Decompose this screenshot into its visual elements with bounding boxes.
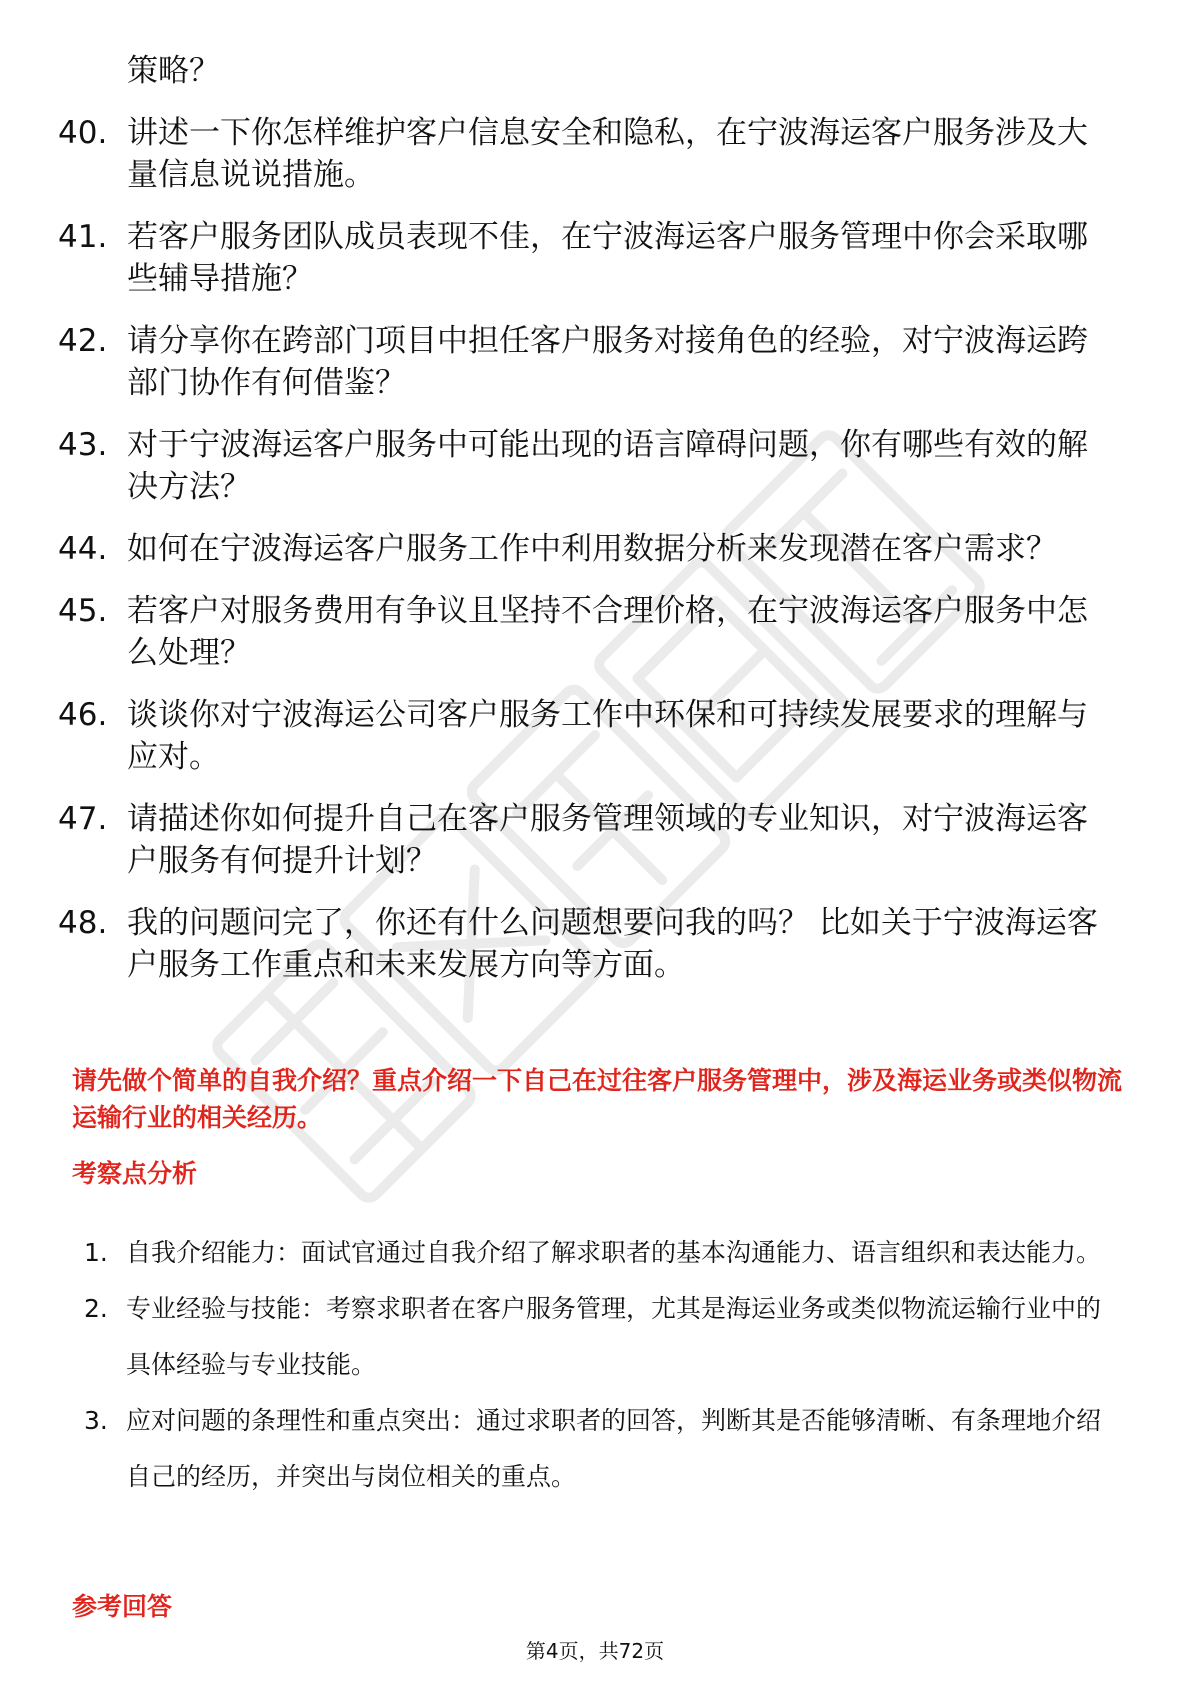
question-text: 对于宁波海运客户服务中可能出现的语言障碍问题，你有哪些有效的解决方法？ [127, 427, 1088, 505]
question-text: 讲述一下你怎样维护客户信息安全和隐私，在宁波海运客户服务涉及大量信息说说措施。 [127, 115, 1088, 193]
question-number: 45. [58, 593, 108, 629]
list-item [58, 528, 1118, 570]
list-item [58, 112, 1118, 196]
question-continuation-text: 策略？ [127, 53, 220, 89]
question-number: 47. [58, 801, 108, 837]
question-number: 48. [58, 905, 108, 941]
highlight-question: 请先做个简单的自我介绍？重点介绍一下自己在过往客户服务管理中，涉及海运业务或类似物流运输行业的相关经历。 [72, 1066, 1123, 1132]
analysis-point-list [84, 1225, 1114, 1505]
question-number: 43. [58, 427, 108, 463]
question-number: 41. [58, 219, 108, 255]
question-text: 我的问题问完了，你还有什么问题想要问我的吗？ 比如关于宁波海运客户服务工作重点和未来发展方向等方面。 [127, 905, 1098, 983]
analysis-text: 专业经验与技能：考察求职者在客户服务管理，尤其是海运业务或类似物流运输行业中的具体经验与专业技能。 [126, 1294, 1102, 1379]
question-text: 若客户服务团队成员表现不佳，在宁波海运客户服务管理中你会采取哪些辅导措施？ [127, 219, 1088, 297]
list-item [58, 424, 1118, 508]
page-number-footer: 第4页，共72页 [525, 1639, 665, 1663]
question-text: 如何在宁波海运客户服务工作中利用数据分析来发现潜在客户需求？ [127, 531, 1057, 567]
question-number: 46. [58, 697, 108, 733]
list-item [58, 590, 1118, 674]
list-item [84, 1225, 1114, 1281]
list-item [58, 320, 1118, 404]
question-text: 请描述你如何提升自己在客户服务管理领域的专业知识，对宁波海运客户服务有何提升计划？ [127, 801, 1088, 879]
analysis-heading: 考察点分析 [72, 1159, 198, 1188]
question-number: 44. [58, 531, 108, 567]
question-text: 请分享你在跨部门项目中担任客户服务对接角色的经验，对宁波海运跨部门协作有何借鉴？ [127, 323, 1088, 401]
analysis-text: 应对问题的条理性和重点突出：通过求职者的回答，判断其是否能够清晰、有条理地介绍自己的经历，并突出与岗位相关的重点。 [126, 1406, 1102, 1491]
list-item [58, 216, 1118, 300]
analysis-number: 2. [84, 1294, 108, 1323]
list-item [84, 1281, 1114, 1393]
question-number: 42. [58, 323, 108, 359]
list-item [58, 902, 1118, 986]
list-item [58, 694, 1118, 778]
analysis-text: 自我介绍能力：面试官通过自我介绍了解求职者的基本沟通能力、语言组织和表达能力。 [126, 1238, 1102, 1267]
question-number: 40. [58, 115, 108, 151]
analysis-number: 1. [84, 1238, 108, 1267]
analysis-number: 3. [84, 1406, 108, 1435]
list-item [58, 798, 1118, 882]
question-text: 若客户对服务费用有争议且坚持不合理价格，在宁波海运客户服务中怎么处理？ [127, 593, 1088, 671]
list-item [84, 1393, 1114, 1505]
question-text: 谈谈你对宁波海运公司客户服务工作中环保和可持续发展要求的理解与应对。 [127, 697, 1088, 775]
answer-heading: 参考回答 [72, 1592, 173, 1621]
interview-question-list [58, 112, 1118, 1006]
